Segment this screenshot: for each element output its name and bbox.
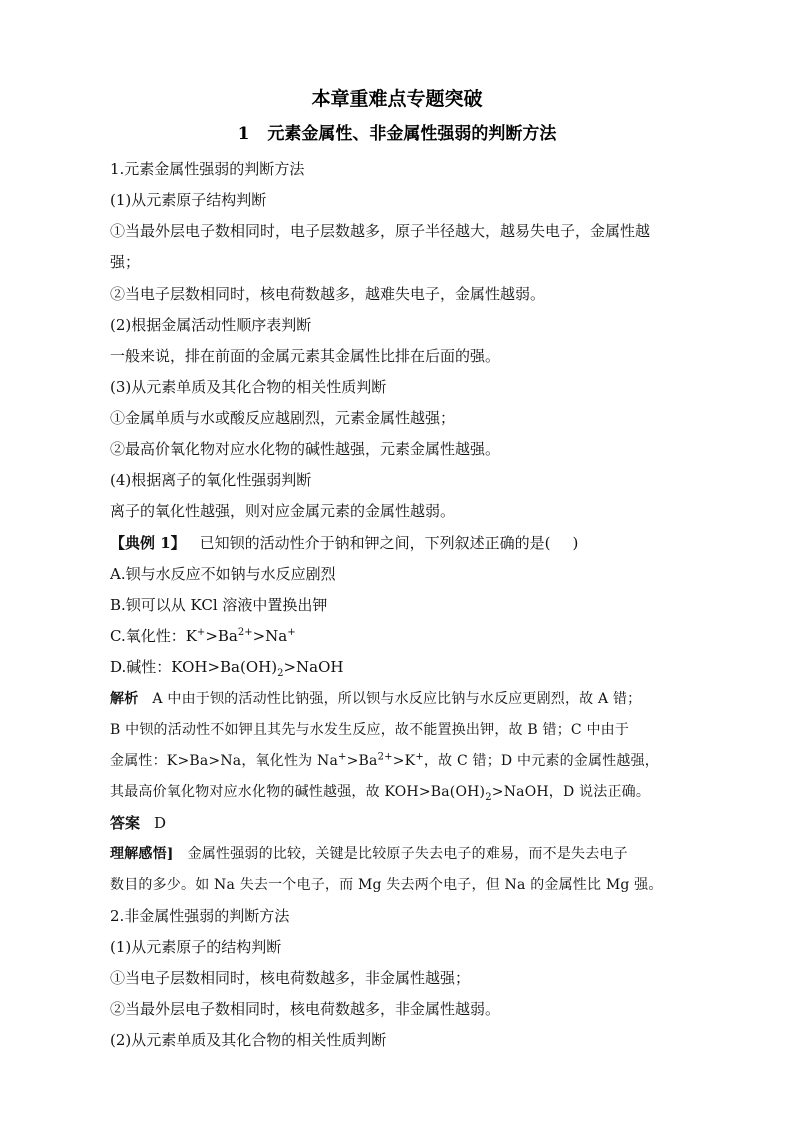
section1-p2-heading: (2)根据金属活动性顺序表判断 xyxy=(110,316,312,334)
explain-text-1: A 中由于钡的活动性比钠强，所以钡与水反应比钠与水反应更剧烈，故 A 错； xyxy=(152,691,642,707)
section1-p2-text: 一般来说，排在前面的金属元素其金属性比排在后面的强。 xyxy=(110,347,501,365)
explain-text-4b: >NaOH，D 说法正确。 xyxy=(491,784,651,800)
section2-heading: 2.非金属性强弱的判断方法 xyxy=(110,907,290,925)
explain-line-2: B 中钡的活动性不如钾且其先与水发生反应，故不能置换出钾，故 B 错；C 中由于 xyxy=(110,722,630,738)
section1-p1-item1b: 强； xyxy=(110,253,141,271)
answer-value: D xyxy=(154,814,167,832)
answer-line xyxy=(110,812,690,834)
section1-p1-item2: ②当电子层数相同时，核电荷数越多，越难失电子，金属性越弱。 xyxy=(110,285,546,303)
option-d-prefix: D.碱性：KOH>Ba(OH) xyxy=(110,658,278,676)
explain-line-4: 其最高价氧化物对应水化物的碱性越强，故 $KOH>Ba(OH)_2>NaOH$，D 说法正确。 xyxy=(110,784,651,803)
section2-p1-item1: ①当电子层数相同时，核电荷数越多，非金属性越强； xyxy=(110,969,471,987)
section-subtitle xyxy=(0,122,794,146)
insight-line-1 xyxy=(110,843,690,865)
option-d: D.碱性：$KOH>Ba(OH)_2>NaOH$ xyxy=(110,658,344,679)
example-tag: 【典例 1】 xyxy=(110,534,186,552)
section2-p2-heading: (2)从元素单质及其化合物的相关性质判断 xyxy=(110,1031,387,1049)
section1-p3-heading: (3)从元素单质及其化合物的相关性质判断 xyxy=(110,378,387,396)
subtitle-text: 元素金属性、非金属性强弱的判断方法 xyxy=(267,124,557,144)
section2-p1-heading: (1)从元素原子的结构判断 xyxy=(110,938,282,956)
example-question-end: ) xyxy=(572,534,579,552)
insight-text-1: 金属性强弱的比较，关键是比较原子失去电子的难易，而不是失去电子 xyxy=(187,846,628,862)
option-c-prefix: C.氧化性：K xyxy=(110,627,197,645)
option-c: C.氧化性：$K^+>Ba^{2+}>Na^+$ xyxy=(110,627,296,645)
explain-text-4a: 其最高价氧化物对应水化物的碱性越强，故 KOH>Ba(OH) xyxy=(110,784,486,800)
explain-line-1 xyxy=(110,688,690,710)
section1-p3-item1: ①金属单质与水或酸反应越剧烈，元素金属性越强； xyxy=(110,409,456,427)
section1-p1-heading: (1)从元素原子结构判断 xyxy=(110,191,267,209)
insight-line-2: 数目的多少。如 Na 失去一个电子，而 Mg 失去两个电子，但 Na 的金属性比 Mg 强。 xyxy=(110,877,663,893)
section1-p4-heading: (4)根据离子的氧化性强弱判断 xyxy=(110,471,312,489)
section1-heading: 1.元素金属性强弱的判断方法 xyxy=(110,160,305,178)
option-d-suffix: >NaOH xyxy=(283,658,344,676)
explain-line-3: 金属性：K>Ba>Na，氧化性为 $Na^+>Ba^{2+}>K^+$，故 C 错；D 中元素的金属性越强， xyxy=(110,751,659,769)
option-b: B.钡可以从 KCl 溶液中置换出钾 xyxy=(110,596,328,614)
example-question-text: 已知钡的活动性介于钠和钾之间，下列叙述正确的是( xyxy=(199,534,551,552)
example-question xyxy=(110,532,690,554)
explain-label: 解析 xyxy=(110,691,139,707)
section1-p4-text: 离子的氧化性越强，则对应金属元素的金属性越弱。 xyxy=(110,502,456,520)
explain-text-3b: ，故 C 错；D 中元素的金属性越强， xyxy=(423,753,659,769)
page-title: 本章重难点专题突破 xyxy=(311,88,483,110)
section1-p1-item1a: ①当最外层电子数相同时，电子层数越多，原子半径越大，越易失电子，金属性越 xyxy=(110,222,651,240)
explain-text-3a: 金属性：K>Ba>Na，氧化性为 Na xyxy=(110,753,338,769)
insight-label: 理解感悟] xyxy=(110,846,174,862)
answer-label: 答案 xyxy=(110,814,141,832)
subtitle-number: 1 xyxy=(237,124,250,144)
section2-p1-item2: ②当最外层电子数相同时，核电荷数越多，非金属性越弱。 xyxy=(110,1000,501,1018)
section1-p3-item2: ②最高价氧化物对应水化物的碱性越强，元素金属性越强。 xyxy=(110,440,501,458)
option-a: A.钡与水反应不如钠与水反应剧烈 xyxy=(110,565,336,583)
